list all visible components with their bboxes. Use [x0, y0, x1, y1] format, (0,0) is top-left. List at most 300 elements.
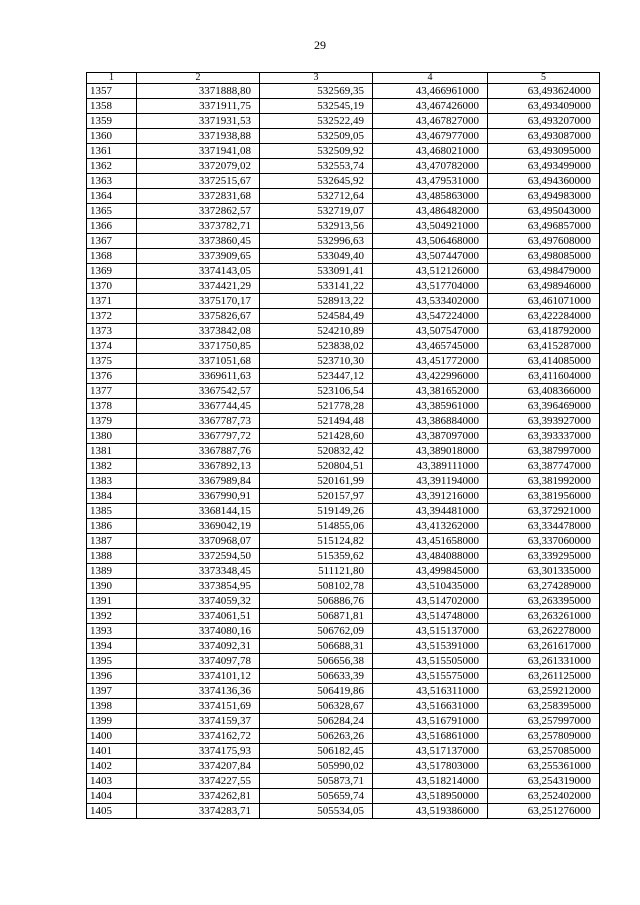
table-cell-col-4: 43,485863000	[373, 189, 488, 204]
table-row	[87, 234, 600, 249]
table-row	[87, 264, 600, 279]
table-row	[87, 519, 600, 534]
table-cell-col-1: 1383	[87, 474, 137, 489]
table-cell-col-5: 63,387747000	[488, 459, 600, 474]
table-cell-col-4: 43,516631000	[373, 699, 488, 714]
table-cell-col-1: 1398	[87, 699, 137, 714]
table-row	[87, 414, 600, 429]
table-cell-col-3: 514855,06	[260, 519, 373, 534]
table-cell-col-2: 3373909,65	[137, 249, 260, 264]
table-cell-col-3: 520804,51	[260, 459, 373, 474]
table-cell-col-1: 1401	[87, 744, 137, 759]
table-cell-col-2: 3374159,37	[137, 714, 260, 729]
table-row	[87, 654, 600, 669]
table-cell-col-2: 3372079,02	[137, 159, 260, 174]
table-cell-col-4: 43,422996000	[373, 369, 488, 384]
table-cell-col-3: 506328,67	[260, 699, 373, 714]
table-row	[87, 774, 600, 789]
table-cell-col-1: 1363	[87, 174, 137, 189]
table-cell-col-3: 532509,05	[260, 129, 373, 144]
table-cell-col-4: 43,470782000	[373, 159, 488, 174]
table-cell-col-4: 43,518214000	[373, 774, 488, 789]
table-cell-col-4: 43,514702000	[373, 594, 488, 609]
table-cell-col-4: 43,517704000	[373, 279, 488, 294]
table-cell-col-4: 43,506468000	[373, 234, 488, 249]
table-cell-col-1: 1390	[87, 579, 137, 594]
table-cell-col-5: 63,261331000	[488, 654, 600, 669]
table-cell-col-2: 3374162,72	[137, 729, 260, 744]
table-row	[87, 219, 600, 234]
table-cell-col-5: 63,339295000	[488, 549, 600, 564]
table-row	[87, 174, 600, 189]
table-cell-col-1: 1359	[87, 114, 137, 129]
table-row	[87, 804, 600, 819]
table-cell-col-3: 524584,49	[260, 309, 373, 324]
table-cell-col-3: 520157,97	[260, 489, 373, 504]
table-cell-col-4: 43,517137000	[373, 744, 488, 759]
table-cell-col-2: 3369042,19	[137, 519, 260, 534]
table-cell-col-4: 43,518950000	[373, 789, 488, 804]
table-cell-col-4: 43,517803000	[373, 759, 488, 774]
table-cell-col-2: 3374061,51	[137, 609, 260, 624]
table-cell-col-1: 1362	[87, 159, 137, 174]
table-cell-col-3: 528913,22	[260, 294, 373, 309]
table-cell-col-1: 1391	[87, 594, 137, 609]
table-row	[87, 279, 600, 294]
table-cell-col-4: 43,507447000	[373, 249, 488, 264]
table-body	[87, 84, 600, 819]
table-cell-col-2: 3367990,91	[137, 489, 260, 504]
table-row	[87, 609, 600, 624]
table-row	[87, 789, 600, 804]
table-cell-col-3: 532996,63	[260, 234, 373, 249]
table-row	[87, 579, 600, 594]
table-cell-col-5: 63,498946000	[488, 279, 600, 294]
table-cell-col-5: 63,254319000	[488, 774, 600, 789]
table-cell-col-5: 63,257809000	[488, 729, 600, 744]
table-cell-col-3: 520832,42	[260, 444, 373, 459]
column-header-2: 2	[137, 73, 260, 84]
table-cell-col-5: 63,494360000	[488, 174, 600, 189]
table-cell-col-5: 63,494983000	[488, 189, 600, 204]
table-cell-col-2: 3371931,53	[137, 114, 260, 129]
page-number: 29	[314, 38, 326, 52]
table-row	[87, 144, 600, 159]
table-cell-col-2: 3371941,08	[137, 144, 260, 159]
table-row	[87, 504, 600, 519]
table-cell-col-5: 63,461071000	[488, 294, 600, 309]
table-cell-col-5: 63,498085000	[488, 249, 600, 264]
table-cell-col-4: 43,486482000	[373, 204, 488, 219]
table-cell-col-2: 3370968,07	[137, 534, 260, 549]
table-cell-col-2: 3374283,71	[137, 804, 260, 819]
table-row	[87, 489, 600, 504]
table-cell-col-3: 506284,24	[260, 714, 373, 729]
table-cell-col-1: 1386	[87, 519, 137, 534]
table-cell-col-2: 3372594,50	[137, 549, 260, 564]
table-cell-col-4: 43,504921000	[373, 219, 488, 234]
table-cell-col-5: 63,493207000	[488, 114, 600, 129]
table-cell-col-5: 63,263261000	[488, 609, 600, 624]
table-cell-col-1: 1384	[87, 489, 137, 504]
table-cell-col-2: 3375170,17	[137, 294, 260, 309]
table-row	[87, 459, 600, 474]
table-cell-col-2: 3367744,45	[137, 399, 260, 414]
table-header-row	[87, 73, 600, 84]
table-row	[87, 384, 600, 399]
table-cell-col-2: 3367989,84	[137, 474, 260, 489]
table-cell-col-5: 63,418792000	[488, 324, 600, 339]
table-cell-col-1: 1399	[87, 714, 137, 729]
table-cell-col-5: 63,408366000	[488, 384, 600, 399]
table-cell-col-2: 3371750,85	[137, 339, 260, 354]
table-cell-col-1: 1360	[87, 129, 137, 144]
table-cell-col-5: 63,493087000	[488, 129, 600, 144]
table-row	[87, 429, 600, 444]
table-cell-col-4: 43,479531000	[373, 174, 488, 189]
table-cell-col-5: 63,493624000	[488, 84, 600, 99]
table-cell-col-3: 533049,40	[260, 249, 373, 264]
table-cell-col-4: 43,467977000	[373, 129, 488, 144]
table-cell-col-3: 532553,74	[260, 159, 373, 174]
table-cell-col-2: 3372862,57	[137, 204, 260, 219]
table-cell-col-3: 506688,31	[260, 639, 373, 654]
table-row	[87, 534, 600, 549]
table-cell-col-2: 3367892,13	[137, 459, 260, 474]
table-cell-col-5: 63,414085000	[488, 354, 600, 369]
table-cell-col-3: 505534,05	[260, 804, 373, 819]
table-cell-col-3: 532645,92	[260, 174, 373, 189]
table-cell-col-5: 63,495043000	[488, 204, 600, 219]
table-cell-col-5: 63,381992000	[488, 474, 600, 489]
table-row	[87, 309, 600, 324]
table-cell-col-2: 3374097,78	[137, 654, 260, 669]
table-cell-col-1: 1364	[87, 189, 137, 204]
table-row	[87, 294, 600, 309]
table-cell-col-4: 43,519386000	[373, 804, 488, 819]
table-cell-col-4: 43,467827000	[373, 114, 488, 129]
table-cell-col-3: 515124,82	[260, 534, 373, 549]
table-row	[87, 549, 600, 564]
table-cell-col-5: 63,493095000	[488, 144, 600, 159]
table-cell-col-1: 1367	[87, 234, 137, 249]
table-cell-col-2: 3372831,68	[137, 189, 260, 204]
table-cell-col-2: 3374207,84	[137, 759, 260, 774]
table-cell-col-5: 63,493499000	[488, 159, 600, 174]
table-cell-col-3: 506871,81	[260, 609, 373, 624]
table-cell-col-1: 1366	[87, 219, 137, 234]
table-row	[87, 369, 600, 384]
table-cell-col-4: 43,467426000	[373, 99, 488, 114]
table-cell-col-5: 63,396469000	[488, 399, 600, 414]
table-cell-col-5: 63,255361000	[488, 759, 600, 774]
table-cell-col-2: 3374151,69	[137, 699, 260, 714]
table-cell-col-2: 3374101,12	[137, 669, 260, 684]
table-cell-col-2: 3373348,45	[137, 564, 260, 579]
table-cell-col-4: 43,512126000	[373, 264, 488, 279]
table-cell-col-5: 63,263395000	[488, 594, 600, 609]
table-cell-col-3: 515359,62	[260, 549, 373, 564]
table-cell-col-1: 1397	[87, 684, 137, 699]
table-cell-col-4: 43,515137000	[373, 624, 488, 639]
table-cell-col-5: 63,497608000	[488, 234, 600, 249]
table-cell-col-4: 43,499845000	[373, 564, 488, 579]
table-cell-col-3: 506633,39	[260, 669, 373, 684]
table-cell-col-4: 43,413262000	[373, 519, 488, 534]
table-cell-col-2: 3373842,08	[137, 324, 260, 339]
table-cell-col-5: 63,252402000	[488, 789, 600, 804]
table-cell-col-3: 506656,38	[260, 654, 373, 669]
table-row	[87, 189, 600, 204]
table-cell-col-4: 43,465745000	[373, 339, 488, 354]
table-cell-col-3: 523106,54	[260, 384, 373, 399]
table-cell-col-4: 43,391194000	[373, 474, 488, 489]
table-cell-col-4: 43,387097000	[373, 429, 488, 444]
table-cell-col-3: 532522,49	[260, 114, 373, 129]
table-cell-col-1: 1392	[87, 609, 137, 624]
table-cell-col-2: 3374227,55	[137, 774, 260, 789]
table-cell-col-3: 532569,35	[260, 84, 373, 99]
table-cell-col-5: 63,261125000	[488, 669, 600, 684]
table-cell-col-4: 43,389111000	[373, 459, 488, 474]
table-row	[87, 249, 600, 264]
table-cell-col-5: 63,393337000	[488, 429, 600, 444]
table-cell-col-5: 63,274289000	[488, 579, 600, 594]
table-cell-col-1: 1400	[87, 729, 137, 744]
table-cell-col-4: 43,394481000	[373, 504, 488, 519]
table-cell-col-3: 506886,76	[260, 594, 373, 609]
table-cell-col-4: 43,389018000	[373, 444, 488, 459]
table-cell-col-4: 43,547224000	[373, 309, 488, 324]
table-cell-col-2: 3368144,15	[137, 504, 260, 519]
table-cell-col-2: 3372515,67	[137, 174, 260, 189]
table-cell-col-1: 1357	[87, 84, 137, 99]
table-row	[87, 84, 600, 99]
table-cell-col-3: 521494,48	[260, 414, 373, 429]
table-cell-col-1: 1368	[87, 249, 137, 264]
table-cell-col-2: 3374143,05	[137, 264, 260, 279]
table-cell-col-1: 1395	[87, 654, 137, 669]
table-cell-col-5: 63,411604000	[488, 369, 600, 384]
table-cell-col-2: 3374059,32	[137, 594, 260, 609]
table-cell-col-2: 3367887,76	[137, 444, 260, 459]
table-cell-col-3: 532545,19	[260, 99, 373, 114]
table-row	[87, 399, 600, 414]
table-cell-col-2: 3374421,29	[137, 279, 260, 294]
table-cell-col-4: 43,468021000	[373, 144, 488, 159]
table-row	[87, 204, 600, 219]
table-cell-col-1: 1379	[87, 414, 137, 429]
column-header-3: 3	[260, 73, 373, 84]
table-cell-col-5: 63,257997000	[488, 714, 600, 729]
table-cell-col-3: 533141,22	[260, 279, 373, 294]
table-cell-col-3: 521778,28	[260, 399, 373, 414]
table-cell-col-4: 43,533402000	[373, 294, 488, 309]
table-cell-col-4: 43,507547000	[373, 324, 488, 339]
table-cell-col-5: 63,262278000	[488, 624, 600, 639]
table-cell-col-5: 63,393927000	[488, 414, 600, 429]
table-cell-col-1: 1378	[87, 399, 137, 414]
table-cell-col-1: 1389	[87, 564, 137, 579]
table-cell-col-4: 43,510435000	[373, 579, 488, 594]
table-cell-col-3: 532913,56	[260, 219, 373, 234]
table-cell-col-4: 43,516311000	[373, 684, 488, 699]
table-cell-col-1: 1365	[87, 204, 137, 219]
table-cell-col-2: 3374262,81	[137, 789, 260, 804]
table-cell-col-1: 1370	[87, 279, 137, 294]
table-cell-col-5: 63,259212000	[488, 684, 600, 699]
table-cell-col-5: 63,422284000	[488, 309, 600, 324]
column-header-4: 4	[373, 73, 488, 84]
table-cell-col-2: 3371938,88	[137, 129, 260, 144]
table-cell-col-5: 63,493409000	[488, 99, 600, 114]
table-cell-col-3: 511121,80	[260, 564, 373, 579]
table-cell-col-3: 505873,71	[260, 774, 373, 789]
table-cell-col-1: 1369	[87, 264, 137, 279]
table-cell-col-2: 3369611,63	[137, 369, 260, 384]
table-cell-col-3: 505659,74	[260, 789, 373, 804]
table-cell-col-5: 63,334478000	[488, 519, 600, 534]
table-cell-col-2: 3375826,67	[137, 309, 260, 324]
table-cell-col-3: 523838,02	[260, 339, 373, 354]
table-row	[87, 759, 600, 774]
table-cell-col-3: 508102,78	[260, 579, 373, 594]
table-row	[87, 444, 600, 459]
table-cell-col-2: 3367542,57	[137, 384, 260, 399]
table-row	[87, 699, 600, 714]
table-cell-col-1: 1372	[87, 309, 137, 324]
table-row	[87, 339, 600, 354]
table-cell-col-1: 1393	[87, 624, 137, 639]
column-header-1: 1	[87, 73, 137, 84]
table-cell-col-3: 506419,86	[260, 684, 373, 699]
table-cell-col-1: 1402	[87, 759, 137, 774]
table-cell-col-5: 63,261617000	[488, 639, 600, 654]
table-cell-col-5: 63,251276000	[488, 804, 600, 819]
table-cell-col-2: 3374136,36	[137, 684, 260, 699]
table-cell-col-5: 63,372921000	[488, 504, 600, 519]
table-row	[87, 594, 600, 609]
table-cell-col-4: 43,451658000	[373, 534, 488, 549]
table-cell-col-1: 1403	[87, 774, 137, 789]
table-cell-col-2: 3373860,45	[137, 234, 260, 249]
table-cell-col-1: 1388	[87, 549, 137, 564]
table-cell-col-2: 3373854,95	[137, 579, 260, 594]
table-cell-col-1: 1404	[87, 789, 137, 804]
table-cell-col-1: 1381	[87, 444, 137, 459]
table-row	[87, 744, 600, 759]
table-row	[87, 99, 600, 114]
table-cell-col-1: 1373	[87, 324, 137, 339]
table-row	[87, 474, 600, 489]
table-cell-col-4: 43,381652000	[373, 384, 488, 399]
table-cell-col-4: 43,515505000	[373, 654, 488, 669]
table-cell-col-3: 506182,45	[260, 744, 373, 759]
table-cell-col-3: 523447,12	[260, 369, 373, 384]
table-row	[87, 114, 600, 129]
table-cell-col-1: 1374	[87, 339, 137, 354]
table-cell-col-1: 1361	[87, 144, 137, 159]
table-cell-col-1: 1405	[87, 804, 137, 819]
table-cell-col-5: 63,381956000	[488, 489, 600, 504]
table-cell-col-3: 533091,41	[260, 264, 373, 279]
table-cell-col-4: 43,484088000	[373, 549, 488, 564]
table-cell-col-3: 532712,64	[260, 189, 373, 204]
table-cell-col-2: 3371051,68	[137, 354, 260, 369]
table-cell-col-5: 63,496857000	[488, 219, 600, 234]
table-cell-col-1: 1382	[87, 459, 137, 474]
table-cell-col-5: 63,415287000	[488, 339, 600, 354]
table-cell-col-1: 1358	[87, 99, 137, 114]
table-cell-col-4: 43,391216000	[373, 489, 488, 504]
table-cell-col-2: 3367787,73	[137, 414, 260, 429]
table-cell-col-4: 43,385961000	[373, 399, 488, 414]
table-cell-col-2: 3367797,72	[137, 429, 260, 444]
table-cell-col-3: 521428,60	[260, 429, 373, 444]
table-cell-col-4: 43,466961000	[373, 84, 488, 99]
table-row	[87, 159, 600, 174]
table-cell-col-1: 1380	[87, 429, 137, 444]
table-cell-col-2: 3374080,16	[137, 624, 260, 639]
table-cell-col-2: 3374175,93	[137, 744, 260, 759]
table-cell-col-2: 3374092,31	[137, 639, 260, 654]
table-row	[87, 564, 600, 579]
table-cell-col-1: 1376	[87, 369, 137, 384]
table-row	[87, 129, 600, 144]
table-row	[87, 714, 600, 729]
table-cell-col-3: 505990,02	[260, 759, 373, 774]
table-cell-col-3: 506762,09	[260, 624, 373, 639]
table-cell-col-4: 43,516791000	[373, 714, 488, 729]
table-row	[87, 669, 600, 684]
table-row	[87, 639, 600, 654]
table-cell-col-1: 1394	[87, 639, 137, 654]
table-cell-col-4: 43,386884000	[373, 414, 488, 429]
table-cell-col-5: 63,387997000	[488, 444, 600, 459]
table-cell-col-5: 63,498479000	[488, 264, 600, 279]
table-cell-col-3: 532509,92	[260, 144, 373, 159]
column-header-5: 5	[488, 73, 600, 84]
table-cell-col-3: 524210,89	[260, 324, 373, 339]
table-row	[87, 684, 600, 699]
table-cell-col-3: 506263,26	[260, 729, 373, 744]
table-cell-col-1: 1385	[87, 504, 137, 519]
table-cell-col-1: 1375	[87, 354, 137, 369]
table-cell-col-4: 43,451772000	[373, 354, 488, 369]
table-cell-col-5: 63,257085000	[488, 744, 600, 759]
table-cell-col-3: 523710,30	[260, 354, 373, 369]
table-cell-col-2: 3373782,71	[137, 219, 260, 234]
table-cell-col-5: 63,301335000	[488, 564, 600, 579]
table-cell-col-1: 1396	[87, 669, 137, 684]
table-row	[87, 729, 600, 744]
table-cell-col-5: 63,258395000	[488, 699, 600, 714]
table-row	[87, 354, 600, 369]
table-cell-col-2: 3371911,75	[137, 99, 260, 114]
coordinates-table	[86, 72, 600, 819]
table-cell-col-4: 43,515391000	[373, 639, 488, 654]
table-cell-col-1: 1377	[87, 384, 137, 399]
table-row	[87, 624, 600, 639]
table-cell-col-4: 43,516861000	[373, 729, 488, 744]
table-cell-col-4: 43,515575000	[373, 669, 488, 684]
table-cell-col-1: 1387	[87, 534, 137, 549]
table-cell-col-5: 63,337060000	[488, 534, 600, 549]
table-cell-col-3: 520161,99	[260, 474, 373, 489]
table-cell-col-1: 1371	[87, 294, 137, 309]
table-cell-col-4: 43,514748000	[373, 609, 488, 624]
table-cell-col-3: 519149,26	[260, 504, 373, 519]
